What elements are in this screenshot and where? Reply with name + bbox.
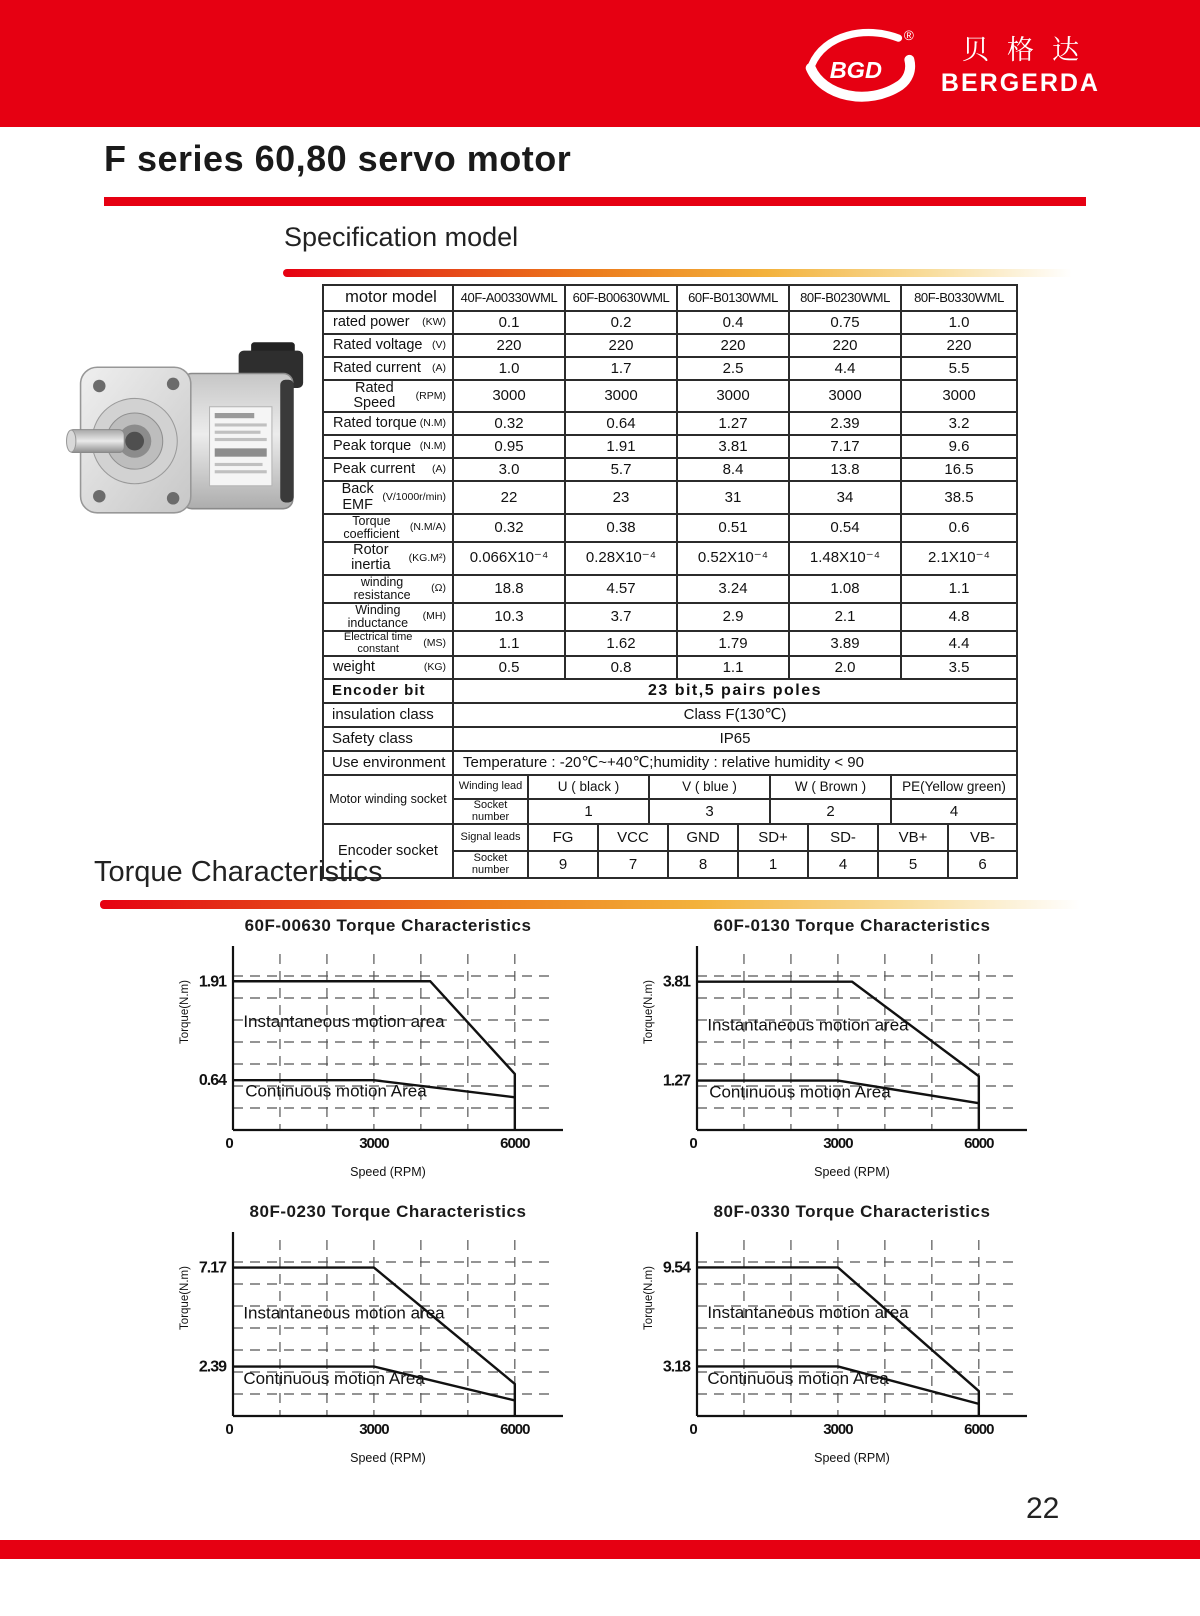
brand-text — [941, 28, 1100, 98]
table-row — [323, 727, 1017, 751]
param-value: 220 — [565, 334, 677, 357]
motor-shaft — [67, 430, 125, 453]
param-label — [323, 656, 453, 679]
chart-title: 60F-0130 Torque Characteristics — [713, 916, 991, 935]
param-value: 1.27 — [677, 412, 789, 435]
param-unit: (N.M/A) — [409, 521, 446, 534]
table-row — [323, 311, 1017, 334]
svg-text:6000: 6000 — [500, 1421, 530, 1438]
table-row — [323, 334, 1017, 357]
param-value: 3.24 — [677, 575, 789, 603]
motor-product-image — [66, 340, 326, 538]
param-label: insulation class — [323, 703, 453, 727]
param-label — [323, 575, 453, 603]
param-unit: (N.M) — [419, 440, 446, 453]
svg-text:Torque(N.m): Torque(N.m) — [643, 980, 655, 1044]
torque-chart-plot — [148, 940, 598, 1180]
svg-text:Torque(N.m): Torque(N.m) — [643, 1266, 655, 1330]
table-row — [323, 603, 1017, 631]
brand-latin-name: BERGERDA — [940, 69, 1100, 97]
param-value: Class F(130℃) — [453, 703, 1017, 727]
param-value: 2.5 — [677, 357, 789, 380]
param-value: 0.95 — [453, 435, 565, 458]
chart-60f-0130 — [612, 916, 1062, 1180]
param-name: weight — [333, 659, 375, 676]
signal-lead: VB- — [948, 824, 1017, 851]
table-row — [323, 542, 1017, 574]
socket-number: 4 — [808, 851, 878, 878]
svg-text:Continuous motion Area: Continuous motion Area — [243, 1368, 425, 1388]
param-value: 34 — [789, 481, 901, 513]
param-value: 9.6 — [901, 435, 1017, 458]
param-value: 22 — [453, 481, 565, 513]
param-name: Back EMF — [341, 481, 374, 513]
param-value: 3000 — [565, 380, 677, 412]
param-label — [323, 631, 453, 656]
param-label — [323, 458, 453, 481]
table-row — [323, 631, 1017, 656]
svg-text:Speed (RPM): Speed (RPM) — [814, 1165, 890, 1179]
param-unit: (RPM) — [415, 389, 446, 402]
table-row — [323, 679, 1017, 703]
page-number: 22 — [1026, 1492, 1060, 1525]
param-value: IP65 — [453, 727, 1017, 751]
param-value: 1.08 — [789, 575, 901, 603]
svg-text:Continuous motion Area: Continuous motion Area — [709, 1082, 891, 1102]
socket-number-label: Socket number — [453, 851, 528, 878]
param-value: 1.0 — [901, 311, 1017, 334]
chart-title: 60F-00630 Torque Characteristics — [244, 916, 532, 935]
winding-socket-label: Motor winding socket — [323, 775, 453, 824]
param-label — [323, 412, 453, 435]
spec-table-winding-socket — [322, 774, 1018, 825]
table-row — [323, 514, 1017, 542]
spec-gradient-rule — [283, 269, 1088, 277]
signal-lead: GND — [668, 824, 738, 851]
svg-text:Continuous motion Area: Continuous motion Area — [707, 1369, 889, 1389]
param-value: 38.5 — [901, 481, 1017, 513]
table-row — [323, 656, 1017, 679]
param-name: Rated Speed — [353, 380, 396, 412]
param-label — [323, 311, 453, 334]
spec-header-label: motor model — [323, 285, 453, 311]
torque-section-heading: Torque Characteristics — [94, 856, 383, 888]
model-name: 40F-A00330WML — [453, 285, 565, 311]
param-value: 3000 — [789, 380, 901, 412]
svg-text:Continuous motion Area: Continuous motion Area — [245, 1081, 427, 1101]
param-value: 3.7 — [565, 603, 677, 631]
param-value: 0.52X10⁻⁴ — [677, 542, 789, 574]
param-value: 7.17 — [789, 435, 901, 458]
socket-number: 7 — [598, 851, 668, 878]
torque-chart-plot — [612, 940, 1062, 1180]
param-value: 2.1 — [789, 603, 901, 631]
svg-text:Instantaneous motion area: Instantaneous motion area — [707, 1015, 909, 1035]
svg-text:3000: 3000 — [359, 1135, 389, 1152]
svg-text:3.81: 3.81 — [662, 973, 690, 991]
svg-text:3000: 3000 — [823, 1421, 853, 1438]
param-name: Rated voltage — [333, 336, 423, 353]
param-value: 4.4 — [901, 631, 1017, 656]
signal-lead: FG — [528, 824, 598, 851]
torque-chart-plot — [612, 1226, 1062, 1466]
param-unit: (N.M) — [419, 417, 446, 430]
param-name: Peak torque — [333, 438, 412, 455]
param-unit: (V) — [432, 338, 446, 351]
param-value: 5.5 — [901, 357, 1017, 380]
param-value: 0.066X10⁻⁴ — [453, 542, 565, 574]
socket-number: 9 — [528, 851, 598, 878]
param-unit: (MS) — [423, 637, 446, 650]
param-name: Rated torque — [333, 415, 417, 432]
table-row — [323, 481, 1017, 513]
encoder-socket-label: Encoder socket — [323, 824, 453, 878]
param-value: 8.4 — [677, 458, 789, 481]
param-value: 220 — [453, 334, 565, 357]
svg-text:6000: 6000 — [500, 1135, 530, 1152]
param-label — [323, 357, 453, 380]
param-value: 3.2 — [901, 412, 1017, 435]
svg-text:1.91: 1.91 — [198, 973, 226, 991]
spec-table — [322, 284, 1022, 879]
param-value: 2.0 — [789, 656, 901, 679]
param-unit: (A) — [432, 463, 446, 476]
footer-red-bar — [0, 1540, 1200, 1559]
page-title: F series 60,80 servo motor — [104, 138, 572, 179]
torque-gradient-rule — [100, 900, 1100, 909]
svg-text:Instantaneous motion area: Instantaneous motion area — [707, 1302, 909, 1322]
param-value: 2.1X10⁻⁴ — [901, 542, 1017, 574]
param-value: 3.0 — [453, 458, 565, 481]
spec-section-heading: Specification model — [284, 222, 519, 252]
header-band — [0, 0, 1200, 127]
param-value: 10.3 — [453, 603, 565, 631]
param-value: 4.8 — [901, 603, 1017, 631]
param-label: Encoder bit — [323, 679, 453, 703]
param-value: 0.32 — [453, 514, 565, 542]
param-value: 3.89 — [789, 631, 901, 656]
motor-body — [182, 373, 293, 508]
svg-text:Instantaneous motion area: Instantaneous motion area — [243, 1303, 445, 1323]
param-value: 1.79 — [677, 631, 789, 656]
param-value: 1.1 — [901, 575, 1017, 603]
svg-text:7.17: 7.17 — [198, 1259, 226, 1277]
param-label — [323, 380, 453, 412]
svg-text:6000: 6000 — [964, 1421, 994, 1438]
param-value: 1.91 — [565, 435, 677, 458]
param-name: Torque coefficient — [343, 513, 400, 541]
param-value: 0.54 — [789, 514, 901, 542]
title-underline — [104, 197, 1086, 206]
param-value: 2.39 — [789, 412, 901, 435]
param-value: 0.28X10⁻⁴ — [565, 542, 677, 574]
param-value: 0.32 — [453, 412, 565, 435]
winding-lead: W ( Brown ) — [770, 775, 891, 799]
svg-text:Speed (RPM): Speed (RPM) — [350, 1165, 426, 1179]
param-label — [323, 603, 453, 631]
socket-number: 1 — [528, 799, 649, 824]
param-value: 0.64 — [565, 412, 677, 435]
param-value: 13.8 — [789, 458, 901, 481]
signal-lead: SD+ — [738, 824, 808, 851]
winding-lead-label: Winding lead — [453, 775, 528, 799]
svg-text:1.27: 1.27 — [662, 1072, 690, 1090]
svg-text:Torque(N.m): Torque(N.m) — [179, 980, 191, 1044]
param-value: 1.0 — [453, 357, 565, 380]
param-value: 0.75 — [789, 311, 901, 334]
param-label — [323, 514, 453, 542]
param-unit: (KG) — [423, 661, 446, 674]
param-value: 0.51 — [677, 514, 789, 542]
param-label — [323, 481, 453, 513]
bgd-logo-text: BGD — [829, 56, 882, 83]
chart-title: 80F-0330 Torque Characteristics — [713, 1202, 991, 1221]
param-unit: (A) — [432, 361, 446, 374]
param-value: 3.5 — [901, 656, 1017, 679]
winding-lead: U ( black ) — [528, 775, 649, 799]
svg-text:0: 0 — [689, 1421, 697, 1438]
socket-number: 2 — [770, 799, 891, 824]
param-value: 1.1 — [453, 631, 565, 656]
chart-80f-0230 — [148, 1202, 598, 1466]
param-unit: (V/1000r/min) — [382, 491, 446, 504]
table-row — [323, 380, 1017, 412]
param-unit: (MH) — [422, 610, 446, 623]
svg-text:Speed (RPM): Speed (RPM) — [350, 1451, 426, 1465]
svg-text:0: 0 — [689, 1135, 697, 1152]
param-value: 0.8 — [565, 656, 677, 679]
svg-text:Torque(N.m): Torque(N.m) — [179, 1266, 191, 1330]
param-value: 3000 — [901, 380, 1017, 412]
table-row — [323, 412, 1017, 435]
socket-number-label: Socket number — [453, 799, 528, 824]
svg-text:Instantaneous motion area: Instantaneous motion area — [243, 1012, 445, 1032]
param-name: winding resistance — [353, 574, 411, 602]
param-name: Winding inductance — [347, 602, 409, 630]
param-value: 1.62 — [565, 631, 677, 656]
svg-text:3000: 3000 — [823, 1135, 853, 1152]
brand-logo — [805, 20, 1100, 106]
param-value: 0.5 — [453, 656, 565, 679]
svg-text:3.18: 3.18 — [662, 1358, 690, 1376]
param-value: 16.5 — [901, 458, 1017, 481]
table-row — [323, 435, 1017, 458]
svg-text:0.64: 0.64 — [198, 1072, 226, 1090]
signal-lead: SD- — [808, 824, 878, 851]
spec-table-encoder-socket — [322, 823, 1018, 879]
model-name: 60F-B0130WML — [677, 285, 789, 311]
svg-text:2.39: 2.39 — [198, 1358, 226, 1376]
socket-number: 4 — [891, 799, 1017, 824]
param-value: 2.9 — [677, 603, 789, 631]
svg-text:0: 0 — [225, 1421, 233, 1438]
param-label — [323, 542, 453, 574]
param-value: 0.38 — [565, 514, 677, 542]
param-value: 3000 — [453, 380, 565, 412]
param-value: 3.81 — [677, 435, 789, 458]
model-name: 80F-B0230WML — [789, 285, 901, 311]
param-unit: (Ω) — [431, 582, 446, 595]
param-name: Rated current — [333, 359, 421, 376]
param-value: 23 — [565, 481, 677, 513]
param-value: 220 — [677, 334, 789, 357]
param-value: 4.57 — [565, 575, 677, 603]
param-value: 5.7 — [565, 458, 677, 481]
table-row — [323, 575, 1017, 603]
model-name: 60F-B00630WML — [565, 285, 677, 311]
socket-number: 5 — [878, 851, 948, 878]
svg-text:6000: 6000 — [964, 1135, 994, 1152]
param-value: 1.7 — [565, 357, 677, 380]
table-row — [323, 751, 1017, 775]
winding-lead: PE(Yellow green) — [891, 775, 1017, 799]
spec-table-parameters — [322, 284, 1018, 680]
param-name: Electrical time constant — [343, 631, 413, 655]
svg-text:9.54: 9.54 — [662, 1259, 690, 1277]
param-unit: (KW) — [422, 315, 446, 328]
param-value: 18.8 — [453, 575, 565, 603]
param-value: 31 — [677, 481, 789, 513]
param-label: Safety class — [323, 727, 453, 751]
socket-number: 3 — [649, 799, 770, 824]
param-value: 0.2 — [565, 311, 677, 334]
svg-text:3000: 3000 — [359, 1421, 389, 1438]
winding-lead: V ( blue ) — [649, 775, 770, 799]
bgd-logo-icon — [805, 20, 925, 106]
param-value: 23 bit,5 pairs poles — [453, 679, 1017, 703]
param-name: Rotor inertia — [351, 542, 391, 574]
brand-chinese-name: 贝格达 — [961, 35, 1097, 65]
param-value: 4.4 — [789, 357, 901, 380]
chart-80f-0330 — [612, 1202, 1062, 1466]
table-row — [323, 357, 1017, 380]
chart-title: 80F-0230 Torque Characteristics — [249, 1202, 527, 1221]
param-value: 3000 — [677, 380, 789, 412]
table-row — [323, 458, 1017, 481]
signal-lead: VB+ — [878, 824, 948, 851]
param-label — [323, 435, 453, 458]
socket-number: 1 — [738, 851, 808, 878]
socket-number: 8 — [668, 851, 738, 878]
socket-number: 6 — [948, 851, 1017, 878]
param-value: 1.48X10⁻⁴ — [789, 542, 901, 574]
param-value: 0.1 — [453, 311, 565, 334]
svg-text:Speed (RPM): Speed (RPM) — [814, 1451, 890, 1465]
param-name: Peak current — [333, 461, 416, 478]
table-row — [323, 703, 1017, 727]
param-label — [323, 334, 453, 357]
spec-table-common — [322, 678, 1018, 776]
param-value: 220 — [901, 334, 1017, 357]
param-value: 220 — [789, 334, 901, 357]
param-value: 0.4 — [677, 311, 789, 334]
registered-mark: ® — [903, 27, 914, 43]
signal-lead: VCC — [598, 824, 668, 851]
svg-text:0: 0 — [225, 1135, 233, 1152]
chart-60f-00630 — [148, 916, 598, 1180]
param-value: 0.6 — [901, 514, 1017, 542]
param-label: Use environment — [323, 751, 453, 775]
signal-leads-label: Signal leads — [453, 824, 528, 851]
param-value: 1.1 — [677, 656, 789, 679]
model-name: 80F-B0330WML — [901, 285, 1017, 311]
param-value: Temperature : -20℃~+40℃;humidity : relative humidity < 90 — [453, 751, 1017, 775]
param-unit: (KG.M²) — [408, 551, 446, 564]
param-name: rated power — [333, 313, 410, 330]
torque-chart-plot — [148, 1226, 598, 1466]
